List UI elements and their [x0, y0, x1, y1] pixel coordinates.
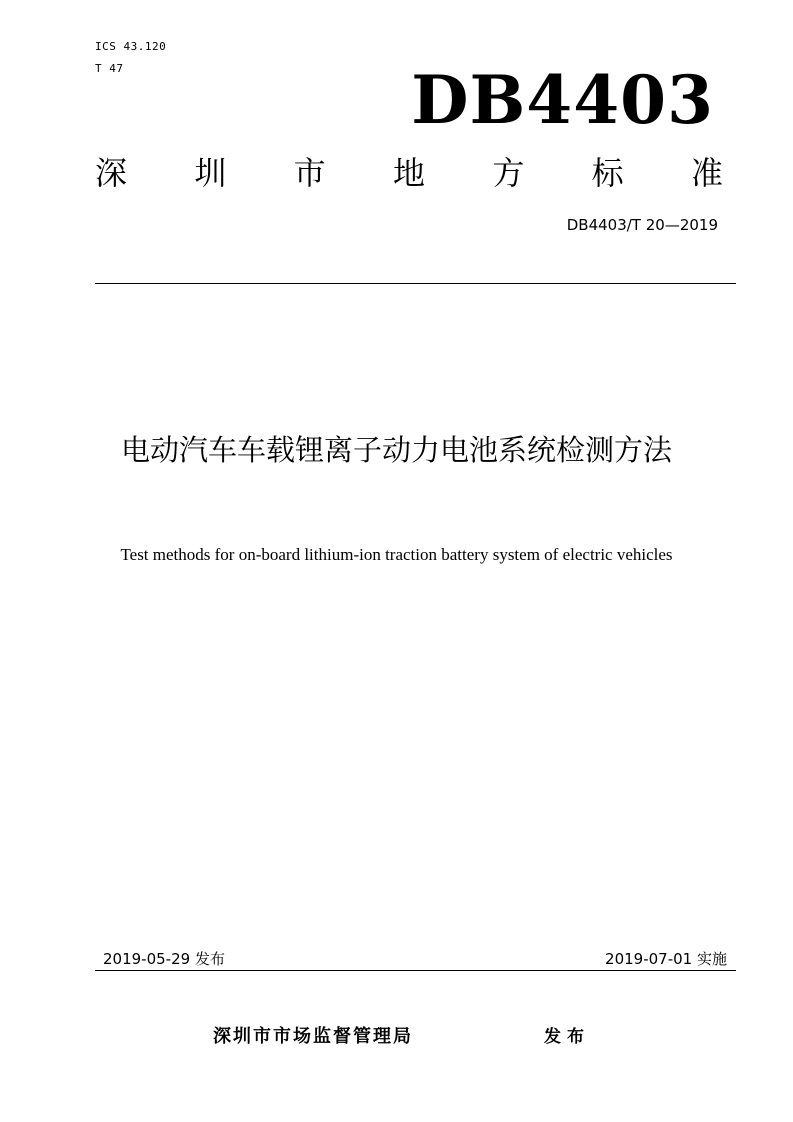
category-char: 地 — [392, 154, 425, 192]
category-char: 方 — [492, 154, 525, 192]
ccs-code: T 47 — [95, 62, 124, 75]
issue-label: 发布 — [544, 1027, 590, 1047]
category-char: 准 — [690, 154, 723, 192]
bottom-divider — [95, 970, 736, 971]
top-divider — [95, 283, 736, 284]
issuing-organization: 深圳市市场监督管理局 — [213, 1026, 413, 1047]
document-title-en: Test methods for on-board lithium-ion traction battery system of electric vehicles — [120, 545, 673, 564]
category-char: 圳 — [194, 154, 227, 192]
issue-date: 2019-05-29 发布 — [103, 950, 225, 968]
category-char: 深 — [95, 154, 128, 192]
category-char: 市 — [293, 154, 326, 192]
ics-code: ICS 43.120 — [95, 40, 167, 53]
standard-category — [95, 153, 723, 193]
standard-number: DB4403/T 20—2019 — [566, 216, 718, 234]
document-title-zh: 电动汽车车载锂离子动力电池系统检测方法 — [120, 433, 672, 467]
category-char: 标 — [591, 154, 624, 192]
implementation-date: 2019-07-01 实施 — [605, 950, 727, 968]
standard-logo: DB4403 — [411, 61, 714, 139]
